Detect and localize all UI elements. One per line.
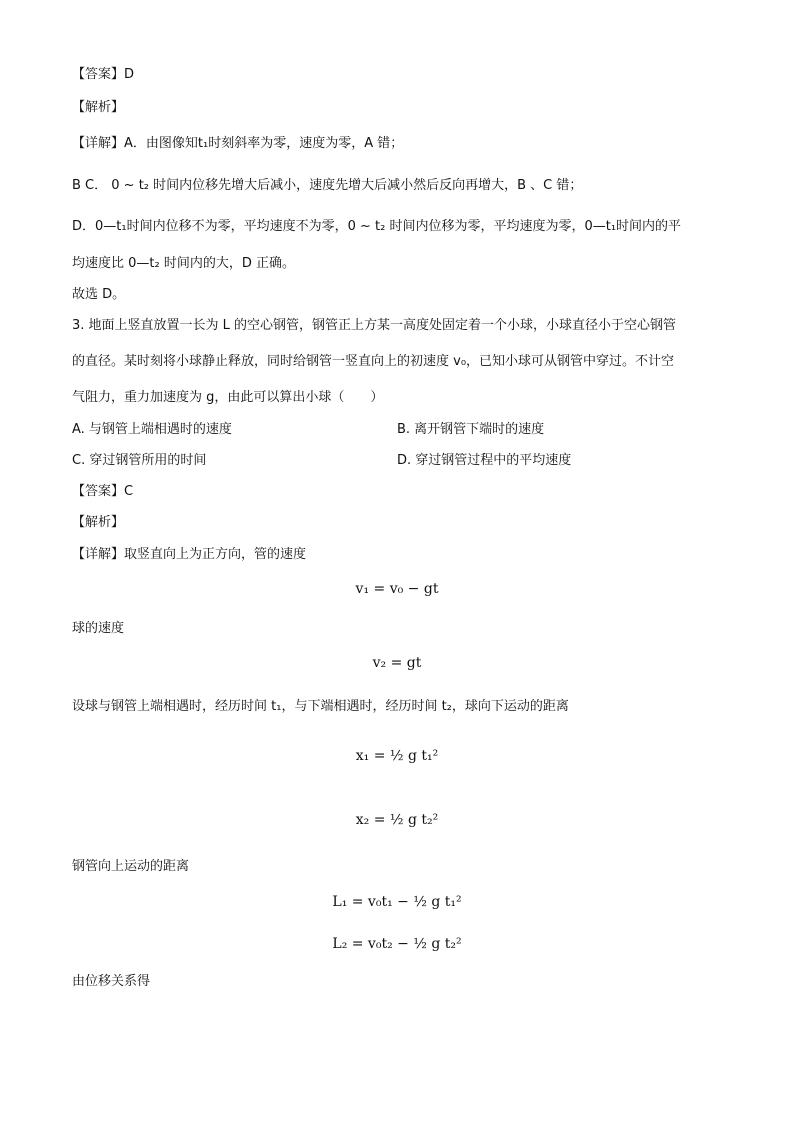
option-c: C. 穿过钢管所用的时间 [72, 453, 207, 468]
q3-detail-line [72, 546, 306, 564]
relation-label: 由位移关系得 [72, 974, 151, 989]
q3-answer-line [72, 483, 133, 501]
q2-detail-bc: B C． 0 ~ t₂ 时间内位移先增大后减小，速度先增大后减小然后反向再增大，B 、C 错； [72, 178, 583, 193]
answer-tag: 【答案】 [72, 67, 125, 82]
q2-detail-d2: 均速度比 0—t₂ 时间内的大，D 正确。 [72, 256, 295, 271]
q2-analysis-tag: 【解析】 [72, 100, 125, 115]
q2-detail-a [72, 135, 403, 153]
option-a: A. 与钢管上端相遇时的速度 [72, 422, 232, 437]
equation-v1: v₁ = v₀ − gt [355, 581, 439, 597]
q2-answer-line [72, 66, 134, 84]
q3-stem-line-2: 的直径。某时刻将小球静止释放，同时给钢管一竖直向上的初速度 v₀，已知小球可从钢管中穿过。不计空 [72, 354, 675, 369]
q3-stem-line-3: 气阻力，重力加速度为 g，由此可以算出小球（ ） [72, 390, 384, 405]
equation-L2: L₂ = v₀t₂ − ½ g t₂² [332, 936, 462, 952]
meet-description: 设球与钢管上端相遇时，经历时间 t₁，与下端相遇时，经历时间 t₂，球向下运动的距离 [72, 699, 569, 714]
equation-v2: v₂ = gt [372, 655, 422, 671]
q3-stem-line-1: 3. 地面上竖直放置一长为 L 的空心钢管，钢管正上方某一高度处固定着一个小球，小球直径小于空心钢管 [72, 318, 677, 333]
answer-tag: 【答案】 [72, 484, 125, 499]
detail-text: 取竖直向上为正方向，管的速度 [124, 547, 307, 562]
detail-a-text: A．由图像知t₁时刻斜率为零，速度为零，A 错； [124, 136, 404, 151]
answer-value: C [124, 484, 134, 499]
answer-value: D [124, 67, 135, 82]
option-d: D. 穿过钢管过程中的平均速度 [397, 453, 572, 468]
equation-x2: x₂ = ½ g t₂² [355, 812, 439, 828]
equation-x1: x₁ = ½ g t₁² [355, 748, 439, 764]
detail-tag: 【详解】 [72, 547, 125, 562]
option-b: B. 离开钢管下端时的速度 [397, 422, 545, 437]
detail-tag: 【详解】 [72, 136, 125, 151]
pipe-distance-label: 钢管向上运动的距离 [72, 859, 190, 874]
equation-L1: L₁ = v₀t₁ − ½ g t₁² [332, 894, 462, 910]
q2-conclusion: 故选 D。 [72, 287, 126, 302]
q2-detail-d1: D．0—t₁时间内位移不为零，平均速度不为零，0 ~ t₂ 时间内位移为零，平均速度为零，0—t₁时间内的平 [72, 219, 682, 234]
q3-analysis-tag: 【解析】 [72, 515, 125, 530]
ball-speed-label: 球的速度 [72, 621, 125, 636]
